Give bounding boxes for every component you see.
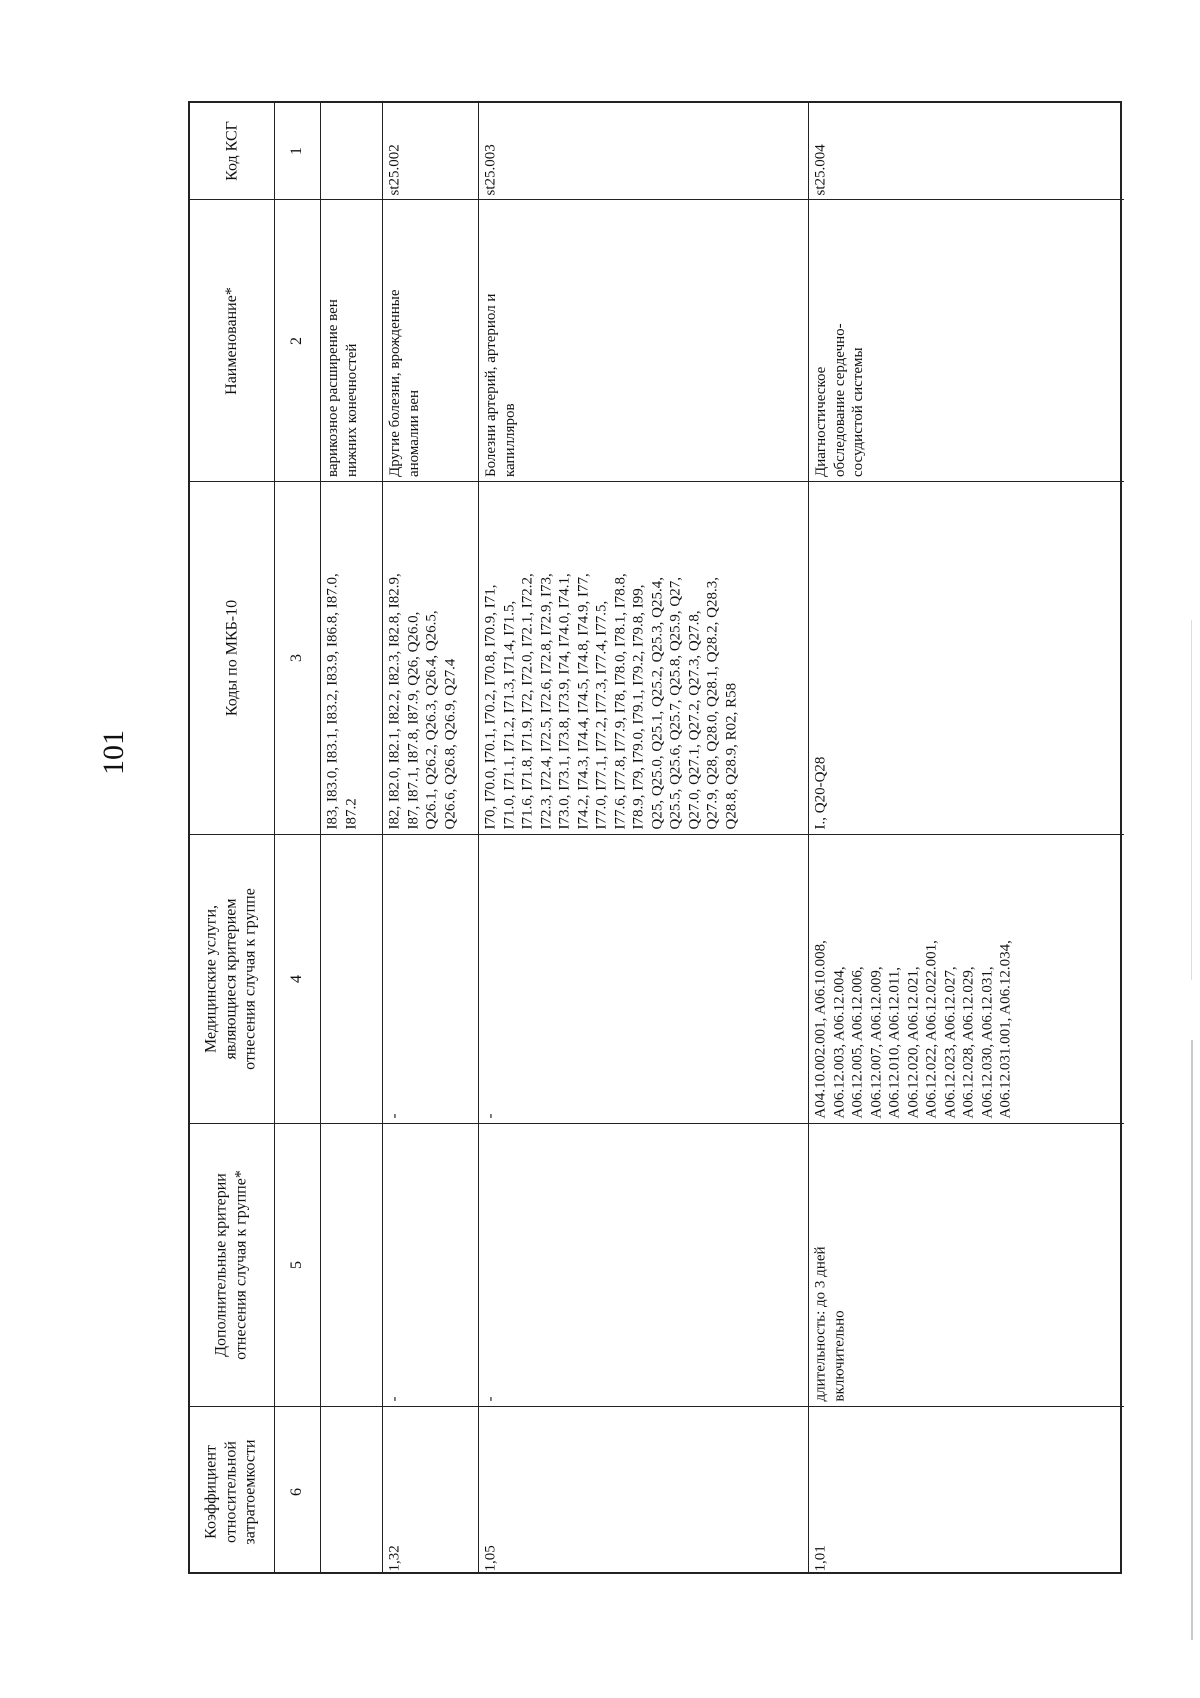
page-number: 101	[97, 730, 130, 775]
column-number-cell	[275, 200, 320, 482]
column-number: 5	[287, 1261, 305, 1269]
row-extra: -	[386, 1396, 403, 1402]
row-mkb: I70, I70.0, I70.1, I70.2, I70.8, I70.9, I71, I71.0, I71.1, I71.2, I71.3, I71.4, I71.5, I71.6, I71.8, I71.9, I72, I72.0, I72.1, I72.2, I72.3, I72.4, I72.5, I72.6, I72.8, I72.9, I73, I73.0, I73.1, I73.8, I73.9, I74, I74.0, I74.1, I74.2, I74.3, I74.4, I74.5, I74.8, I74.9, I77, I77.0, I77.1, I77.2, I77.3, I77.4, I77.5, I77.6, I77.8, I77.9, I78, I78.0, I78.1, I78.8, I78.9, I79, I79.0, I79.1, I79.2, I79.8, I99, Q25, Q25.0, Q25.1, Q25.2, Q25.3, Q25.4, Q25.5, Q25.6, Q25.7, Q25.8, Q25.9, Q27, Q27.0, Q27.1, Q27.2, Q27.3, Q27.8, Q27.9, Q28, Q28.0, Q28.1, Q28.2, Q28.3, Q28.8, Q28.9, R02, R58	[482, 573, 739, 830]
row-code: st25.002	[386, 144, 403, 196]
cell-coef	[383, 1407, 478, 1576]
header-cell-name	[190, 200, 274, 482]
cell-code	[321, 103, 382, 200]
row-mkb: I82, I82.0, I82.1, I82.2, I82.3, I82.8, I82.9, I87, I87.1, I87.8, I87.9, Q26, Q26.0, Q26.1, Q26.2, Q26.3, Q26.4, Q26.5, Q26.6, Q26.8, Q26.9, Q27.4	[386, 573, 458, 830]
column-number-cell	[275, 482, 320, 835]
row-mkb: I83, I83.0, I83.1, I83.2, I83.9, I86.8, I87.0, I87.2	[324, 573, 359, 830]
cell-services	[809, 835, 1124, 1124]
row-services: -	[482, 1113, 499, 1119]
table-row	[478, 103, 808, 1572]
cell-extra	[809, 1124, 1124, 1407]
column-number: 4	[287, 975, 305, 983]
column-number-cell	[275, 1407, 320, 1576]
table-row	[808, 103, 1124, 1572]
column-number-cell	[275, 1124, 320, 1407]
table-row	[320, 103, 382, 1572]
row-coef: 1,32	[386, 1544, 403, 1571]
cell-services	[383, 835, 478, 1124]
header-cell-services	[190, 835, 274, 1124]
column-number: 6	[287, 1487, 305, 1496]
row-code: st25.003	[482, 144, 499, 196]
column-number-cell	[275, 103, 320, 200]
header-row	[190, 103, 274, 1572]
row-name: Другие болезни, врожденные аномалии вен	[386, 288, 421, 477]
row-extra: длительность: до 3 дней включительно	[812, 1246, 847, 1402]
row-code: st25.004	[812, 144, 829, 196]
cell-services	[479, 835, 808, 1124]
row-name: Диагностическое обследование сердечно- сосудистой системы	[812, 322, 866, 477]
cell-name	[321, 200, 382, 482]
cell-services	[321, 835, 382, 1124]
cell-extra	[321, 1124, 382, 1407]
cell-mkb	[321, 482, 382, 835]
header-cell-code	[190, 103, 274, 200]
row-mkb: I., Q20-Q28	[812, 756, 829, 830]
tariff-table	[188, 101, 1122, 1574]
cell-coef	[321, 1407, 382, 1576]
row-name: варикозное расширение вен нижних конечностей	[324, 298, 359, 477]
row-extra	[324, 1129, 380, 1402]
cell-mkb	[479, 482, 808, 835]
row-services	[324, 840, 380, 1119]
scan-edge-line	[1191, 1040, 1193, 1640]
header-cell-extra	[190, 1124, 274, 1407]
table-row	[382, 103, 478, 1572]
row-coef	[324, 1412, 380, 1571]
column-number: 1	[287, 147, 305, 155]
cell-name	[479, 200, 808, 482]
row-name: Болезни артерий, артериол и капилляров	[482, 293, 517, 477]
row-coef: 1,01	[812, 1544, 829, 1571]
header-cell-mkb	[190, 482, 274, 835]
cell-name	[809, 200, 1124, 482]
cell-mkb	[383, 482, 478, 835]
header-code: Код КСГ	[223, 121, 240, 181]
column-number-cell	[275, 835, 320, 1124]
row-coef: 1,05	[482, 1544, 499, 1571]
cell-coef	[809, 1407, 1124, 1576]
row-extra: -	[482, 1396, 499, 1402]
cell-extra	[479, 1124, 808, 1407]
row-services: -	[386, 1113, 403, 1119]
row-code	[324, 107, 380, 196]
header-services: Медицинские услуги, являющиеся критерием отнесения случая к группе	[202, 888, 258, 1070]
cell-mkb	[809, 482, 1124, 835]
column-numbers-row	[274, 103, 320, 1572]
header-extra: Дополнительные критерии отнесения случая к группе*	[212, 1170, 249, 1360]
header-name: Наименование*	[223, 286, 240, 395]
column-number: 2	[287, 336, 305, 345]
header-mkb: Коды по МКБ-10	[223, 599, 240, 717]
column-number: 3	[287, 654, 305, 662]
cell-name	[383, 200, 478, 482]
cell-code	[809, 103, 1124, 200]
cell-code	[479, 103, 808, 200]
scan-edge-line	[1191, 620, 1192, 980]
row-services: A04.10.002.001, A06.10.008, A06.12.003, A06.12.004, A06.12.005, A06.12.006, A06.12.007, A06.12.009, A06.12.010, A06.12.011, A06.12.020, A06.12.021, A06.12.022, A06.12.022.001, A06.12.023, A06.12.027, A06.12.028, A06.12.029, A06.12.030, A06.12.031, A06.12.031.001, A06.12.034,	[812, 940, 1014, 1119]
cell-code	[383, 103, 478, 200]
cell-coef	[479, 1407, 808, 1576]
header-coef: Коэффициент относительной затратоемкости	[202, 1438, 258, 1545]
cell-extra	[383, 1124, 478, 1407]
header-cell-coef	[190, 1407, 274, 1576]
